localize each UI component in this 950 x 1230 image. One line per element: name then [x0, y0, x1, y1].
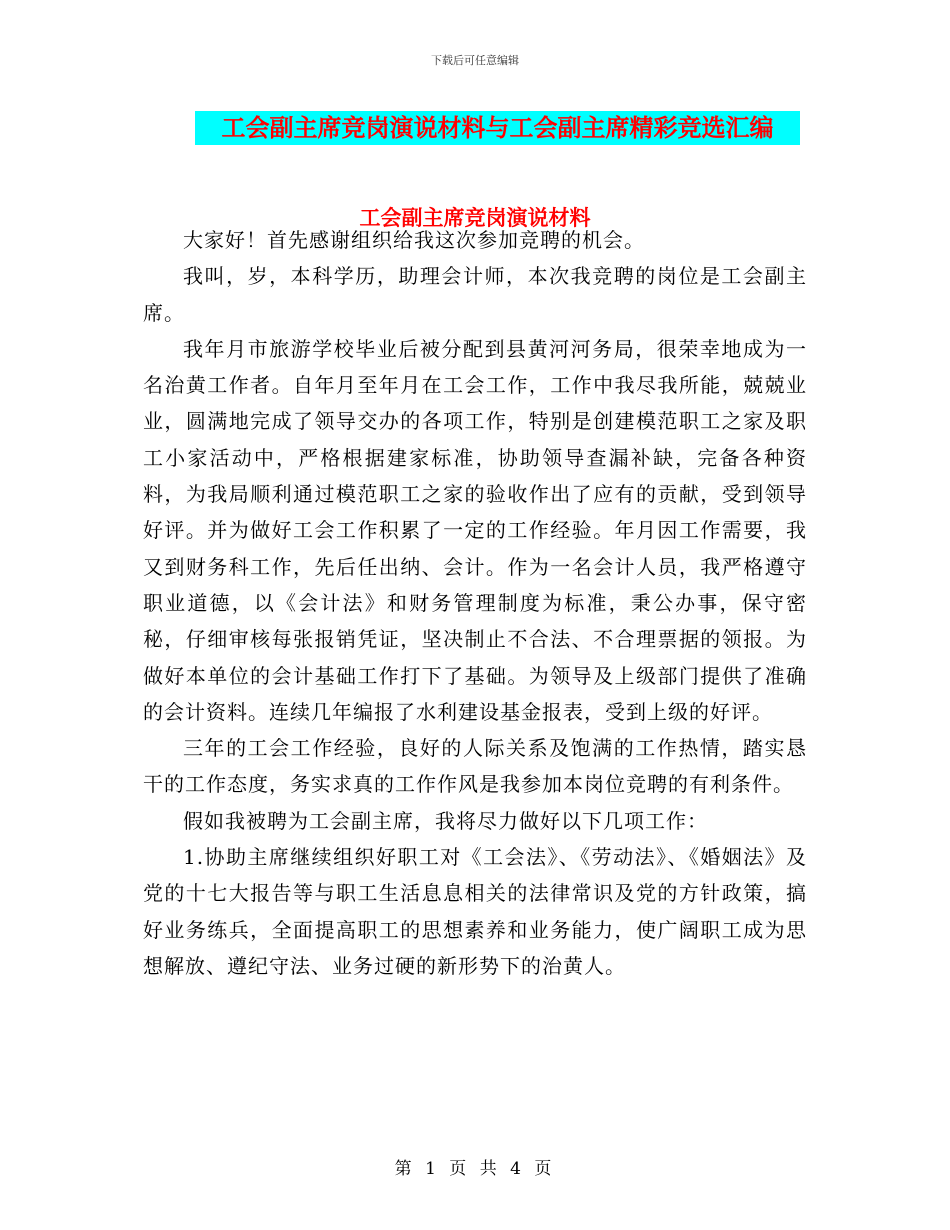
header-note: 下载后可任意编辑: [431, 54, 519, 67]
section-title: 工会副主席竞岗演说材料: [359, 206, 591, 230]
page-footer: 第 1 页 共 4 页: [394, 1159, 556, 1179]
paragraph: 大家好！首先感谢组织给我这次参加竞聘的机会。: [183, 228, 645, 252]
document-title: 工会副主席竞岗演说材料与工会副主席精彩竞选汇编: [221, 114, 774, 142]
paragraph: 我叫，岁，本科学历，助理会计师，本次我竞聘的岗位是工会副主席。: [143, 264, 807, 325]
paragraph: 我年月市旅游学校毕业后被分配到县黄河河务局，很荣幸地成为一名治黄工作者。自年月至年月在工会工作，工作中我尽我所能，兢兢业业，圆满地完成了领导交办的各项工作，特别是创建模范职工之家及职工小家活动中，严格根据建家标准，协助领导查漏补缺，完备各种资料，为我局顺利通过模范职工之家的验收作出了应有的贡献，受到领导好评。并为做好工会工作积累了一定的工作经验。年月因工作需要，我又到财务科工作，先后任出纳、会计。作为一名会计人员，我严格遵守职业道德，以《会计法》和财务管理制度为标准，秉公办事，保守密秘，仔细审核每张报销凭证，坚决制止不合法、不合理票据的领报。为做好本单位的会计基础工作打下了基础。为领导及上级部门提供了准确的会计资料。连续几年编报了水利建设基金报表，受到上级的好评。: [143, 336, 807, 724]
paragraph: 假如我被聘为工会副主席，我将尽力做好以下几项工作：: [183, 808, 708, 833]
paragraph: 三年的工会工作经验，良好的人际关系及饱满的工作热情，踏实恳干的工作态度，务实求真的工作作风是我参加本岗位竞聘的有利条件。: [143, 736, 807, 797]
body-text: [143, 222, 807, 984]
paragraph: 1.协助主席继续组织好职工对《工会法》、《劳动法》、《婚姻法》及党的十七大报告等与职工生活息息相关的法律常识及党的方针政策，搞好业务练兵，全面提高职工的思想素养和业务能力，使广阔职工成为思想解放、遵纪守法、业务过硬的新形势下的治黄人。: [143, 845, 807, 978]
